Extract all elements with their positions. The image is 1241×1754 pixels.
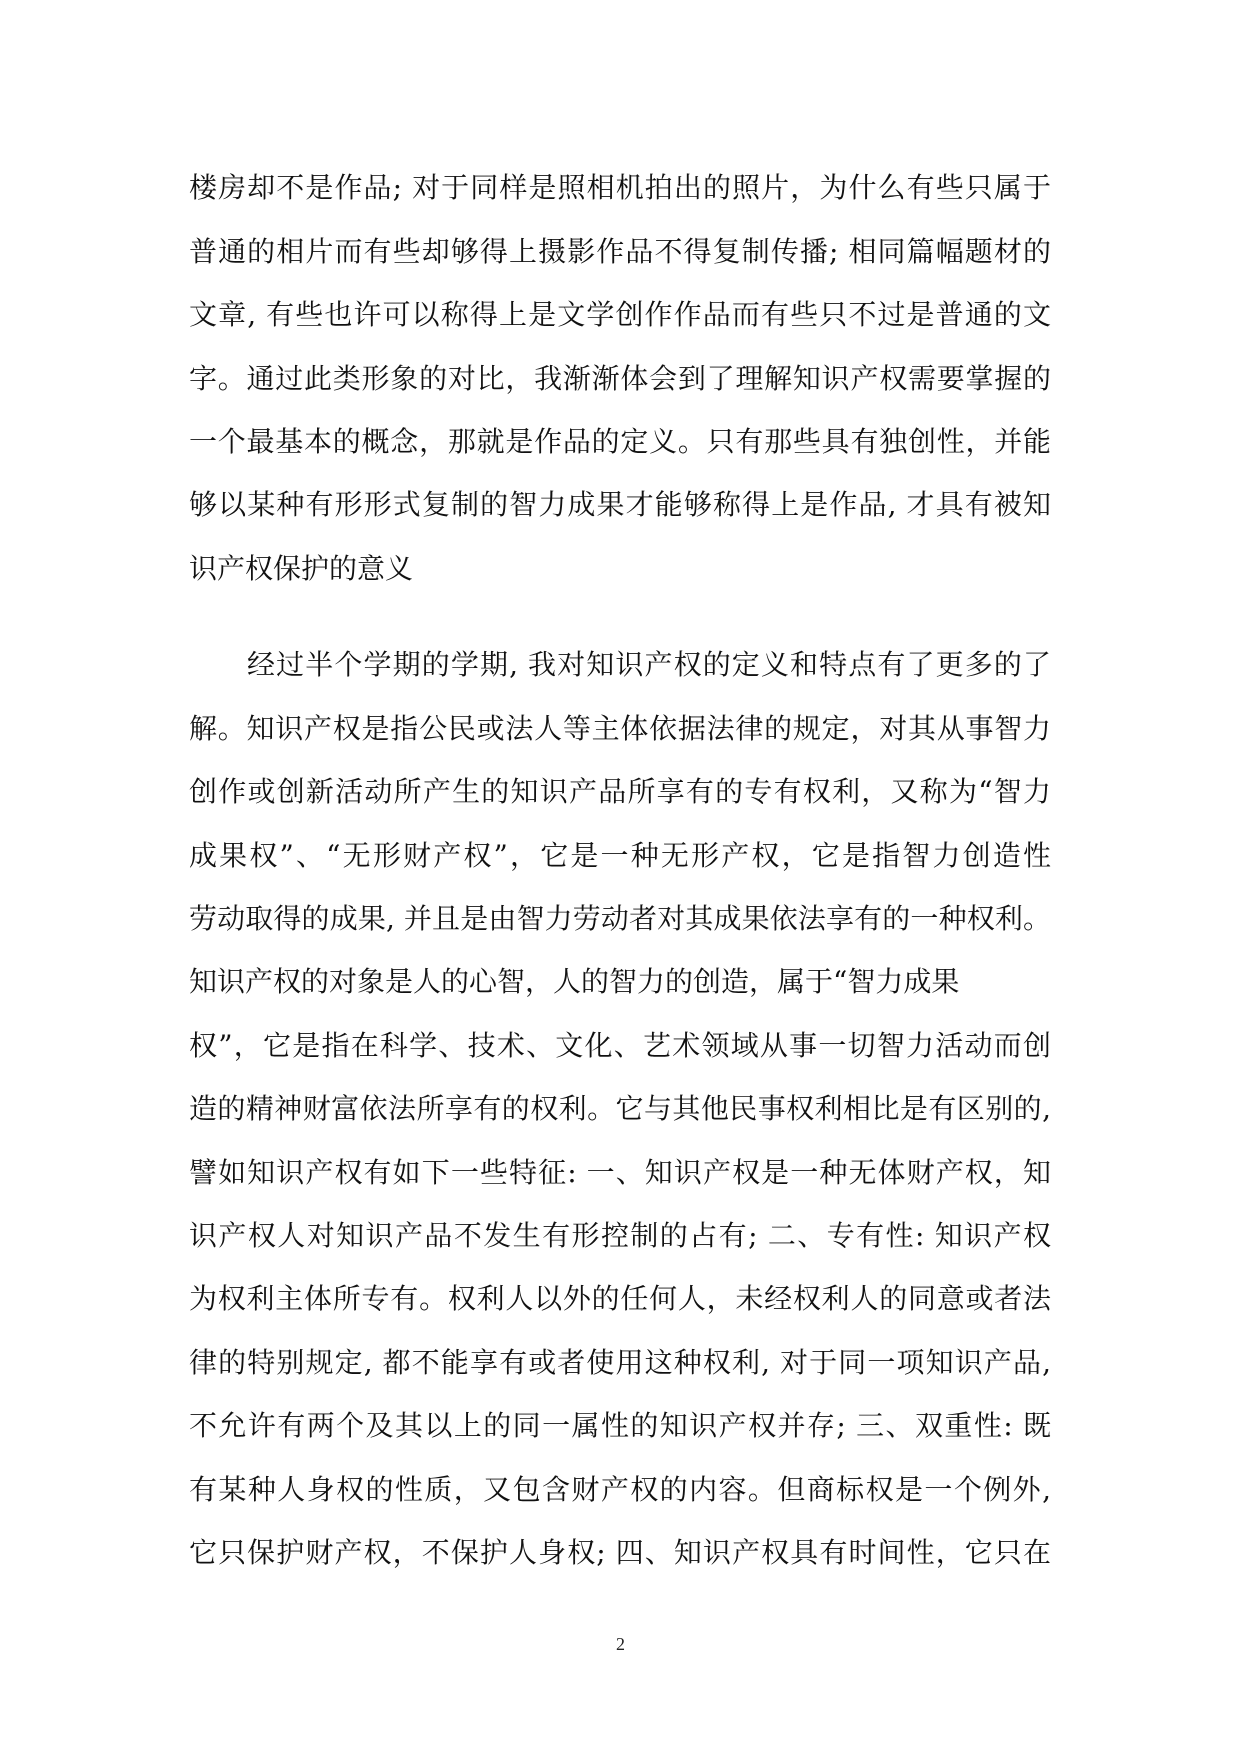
paragraph-1-line-4: 字。通过此类形象的对比，我渐渐体会到了理解知识产权需要掌握的 (189, 362, 1051, 395)
paragraph-2-line-5: 劳动取得的成果, 并且是由智力劳动者对其成果依法享有的一种权利。 (189, 902, 1051, 935)
paragraph-2-line-3: 创作或创新活动所产生的知识产品所享有的专有权利，又称为“智力 (189, 775, 1051, 808)
paragraph-1-line-5: 一个最基本的概念，那就是作品的定义。只有那些具有独创性，并能 (189, 425, 1051, 458)
paragraph-2-line-11: 为权利主体所专有。权利人以外的任何人，未经权利人的同意或者法 (189, 1282, 1051, 1315)
paragraph-1-line-3: 文章, 有些也许可以称得上是文学创作作品而有些只不过是普通的文 (189, 298, 1051, 331)
paragraph-2-line-13: 不允许有两个及其以上的同一属性的知识产权并存; 三、双重性: 既 (189, 1409, 1051, 1442)
paragraph-2-line-8: 造的精神财富依法所享有的权利。它与其他民事权利相比是有区别的, (189, 1092, 1051, 1125)
paragraph-1-line-6: 够以某种有形形式复制的智力成果才能够称得上是作品, 才具有被知 (189, 488, 1051, 521)
paragraph-2-line-6: 知识产权的对象是人的心智，人的智力的创造，属于“智力成果 (189, 965, 960, 998)
page-number: 2 (616, 1634, 625, 1654)
paragraph-2-line-1: 经过半个学期的学期, 我对知识产权的定义和特点有了更多的了 (247, 648, 1051, 681)
paragraph-2-line-4: 成果权”、“无形财产权”，它是一种无形产权，它是指智力创造性 (189, 839, 1051, 872)
paragraph-2-line-14: 有某种人身权的性质，又包含财产权的内容。但商标权是一个例外, (189, 1473, 1051, 1506)
paragraph-1-line-2: 普通的相片而有些却够得上摄影作品不得复制传播; 相同篇幅题材的 (189, 235, 1051, 268)
paragraph-2-line-2: 解。知识产权是指公民或法人等主体依据法律的规定，对其从事智力 (189, 712, 1051, 745)
paragraph-2-line-9: 譬如知识产权有如下一些特征: 一、知识产权是一种无体财产权，知 (189, 1156, 1051, 1189)
paragraph-1-line-7: 识产权保护的意义 (189, 552, 414, 585)
paragraph-1-line-1: 楼房却不是作品; 对于同样是照相机拍出的照片，为什么有些只属于 (189, 171, 1051, 204)
paragraph-2-line-15: 它只保护财产权，不保护人身权; 四、知识产权具有时间性，它只在 (189, 1536, 1051, 1569)
paragraph-2-line-12: 律的特别规定, 都不能享有或者使用这种权利, 对于同一项知识产品, (189, 1346, 1051, 1379)
paragraph-2-line-7: 权”，它是指在科学、技术、文化、艺术领域从事一切智力活动而创 (189, 1029, 1051, 1062)
paragraph-2-line-10: 识产权人对知识产品不发生有形控制的占有; 二、专有性: 知识产权 (189, 1219, 1051, 1252)
